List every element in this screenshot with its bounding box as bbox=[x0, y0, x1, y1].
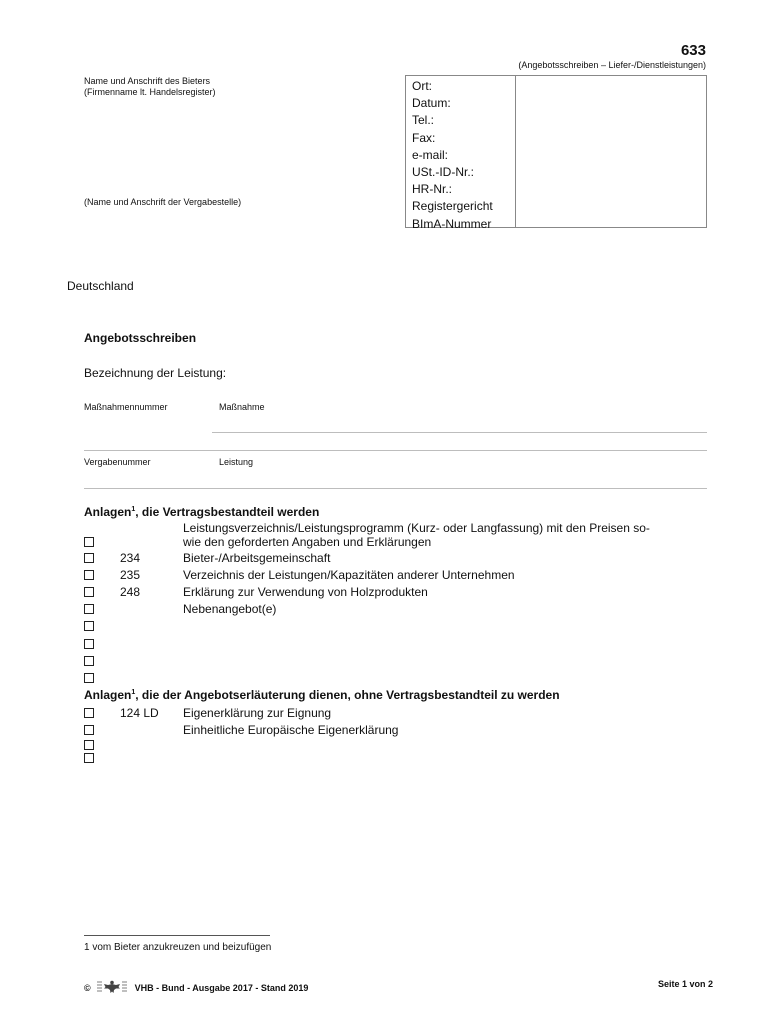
contact-field-email: e-mail: bbox=[412, 147, 449, 162]
country: Deutschland bbox=[67, 279, 134, 293]
attachment-checkbox[interactable] bbox=[84, 587, 94, 597]
contract-attachments-title-prefix: Anlagen bbox=[84, 505, 132, 519]
form-number: 633 bbox=[680, 42, 706, 59]
attachment-code: 124 LD bbox=[120, 706, 159, 720]
award-number-label: Vergabenummer bbox=[84, 457, 151, 467]
footnote-rule bbox=[84, 935, 270, 936]
contact-field-fax: Fax: bbox=[412, 130, 436, 145]
attachment-code: 235 bbox=[120, 568, 141, 582]
contact-field-phone: Tel.: bbox=[412, 113, 435, 128]
attachment-description: Erklärung zur Verwendung von Holzprodukten bbox=[183, 585, 428, 599]
footer-edition: VHB - Bund - Ausgabe 2017 - Stand 2019 bbox=[134, 983, 309, 993]
attachment-description: Bieter-/Arbeitsgemeinschaft bbox=[183, 551, 331, 565]
footnote-mark: 1 bbox=[131, 506, 136, 513]
contact-field-vat-id: USt.-ID-Nr.: bbox=[412, 165, 474, 180]
measure-label: Maßnahme bbox=[219, 402, 265, 412]
contracting-authority-label: (Name und Anschrift der Vergabestelle) bbox=[84, 197, 242, 207]
attachment-checkbox[interactable] bbox=[84, 570, 94, 580]
attachment-checkbox[interactable] bbox=[84, 753, 94, 763]
offer-title: Angebotsschreiben bbox=[84, 331, 197, 345]
attachment-checkbox[interactable] bbox=[84, 639, 94, 649]
attachment-description: Leistungsverzeichnis/Leistungsprogramm (Kurz- oder Langfassung) mit den Preisen so- bbox=[183, 521, 650, 535]
contact-field-date: Datum: bbox=[412, 96, 451, 111]
contact-details-box bbox=[405, 75, 707, 231]
attachment-code: 234 bbox=[120, 551, 141, 565]
attachment-description: Eigenerklärung zur Eignung bbox=[183, 706, 332, 720]
attachment-checkbox[interactable] bbox=[84, 621, 94, 631]
attachment-checkbox[interactable] bbox=[84, 725, 94, 735]
attachment-checkbox[interactable] bbox=[84, 604, 94, 614]
contact-field-bima-number: BImA-Nummer bbox=[412, 216, 492, 231]
contact-field-location: Ort: bbox=[412, 79, 432, 93]
bidder-label bbox=[84, 76, 216, 98]
section-divider bbox=[84, 450, 707, 451]
attachment-description-continued: wie den geforderten Angaben und Erklärungen bbox=[183, 535, 432, 549]
footnote-mark: 1 bbox=[131, 689, 136, 696]
contact-field-labels bbox=[412, 78, 493, 233]
bidder-label-line2: (Firmenname lt. Handelsregister) bbox=[84, 87, 216, 97]
attachment-checkbox[interactable] bbox=[84, 553, 94, 563]
service-title: Bezeichnung der Leistung: bbox=[84, 366, 227, 380]
copyright-symbol: © bbox=[84, 983, 91, 993]
federal-eagle-seal-icon bbox=[93, 979, 131, 997]
form-subtitle: (Angebotsschreiben – Liefer-/Dienstleistungen) bbox=[518, 60, 706, 70]
explanation-attachments-title-prefix: Anlagen bbox=[84, 688, 132, 702]
attachment-code: 248 bbox=[120, 585, 141, 599]
page-number: Seite 1 von 2 bbox=[657, 979, 713, 989]
footnote: 1 vom Bieter anzukreuzen und beizufügen bbox=[84, 942, 272, 953]
measure-number-label: Maßnahmennummer bbox=[84, 402, 168, 412]
explanation-attachments-title bbox=[84, 688, 560, 702]
service-label: Leistung bbox=[219, 457, 254, 467]
contract-attachments-title bbox=[84, 505, 319, 519]
contact-field-register-court: Registergericht bbox=[412, 199, 493, 214]
attachment-checkbox[interactable] bbox=[84, 656, 94, 666]
attachment-description: Verzeichnis der Leistungen/Kapazitäten anderer Unternehmen bbox=[183, 568, 515, 582]
bidder-label-line1: Name und Anschrift des Bieters bbox=[84, 76, 211, 86]
attachment-checkbox[interactable] bbox=[84, 740, 94, 750]
attachment-checkbox[interactable] bbox=[84, 673, 94, 683]
attachment-checkbox[interactable] bbox=[84, 537, 94, 547]
attachment-description: Nebenangebot(e) bbox=[183, 602, 277, 616]
attachment-checkbox[interactable] bbox=[84, 708, 94, 718]
service-underline bbox=[84, 488, 707, 489]
footer-left bbox=[84, 979, 308, 997]
attachment-description: Einheitliche Europäische Eigenerklärung bbox=[183, 723, 399, 737]
contract-attachments-title-suffix: , die Vertragsbestandteil werden bbox=[135, 505, 320, 519]
measure-underline bbox=[212, 432, 707, 433]
contact-field-hr-number: HR-Nr.: bbox=[412, 182, 452, 197]
explanation-attachments-title-suffix: , die der Angebotserläuterung dienen, ohne Vertragsbestandteil zu werden bbox=[135, 688, 560, 702]
contact-box-divider bbox=[515, 76, 516, 227]
